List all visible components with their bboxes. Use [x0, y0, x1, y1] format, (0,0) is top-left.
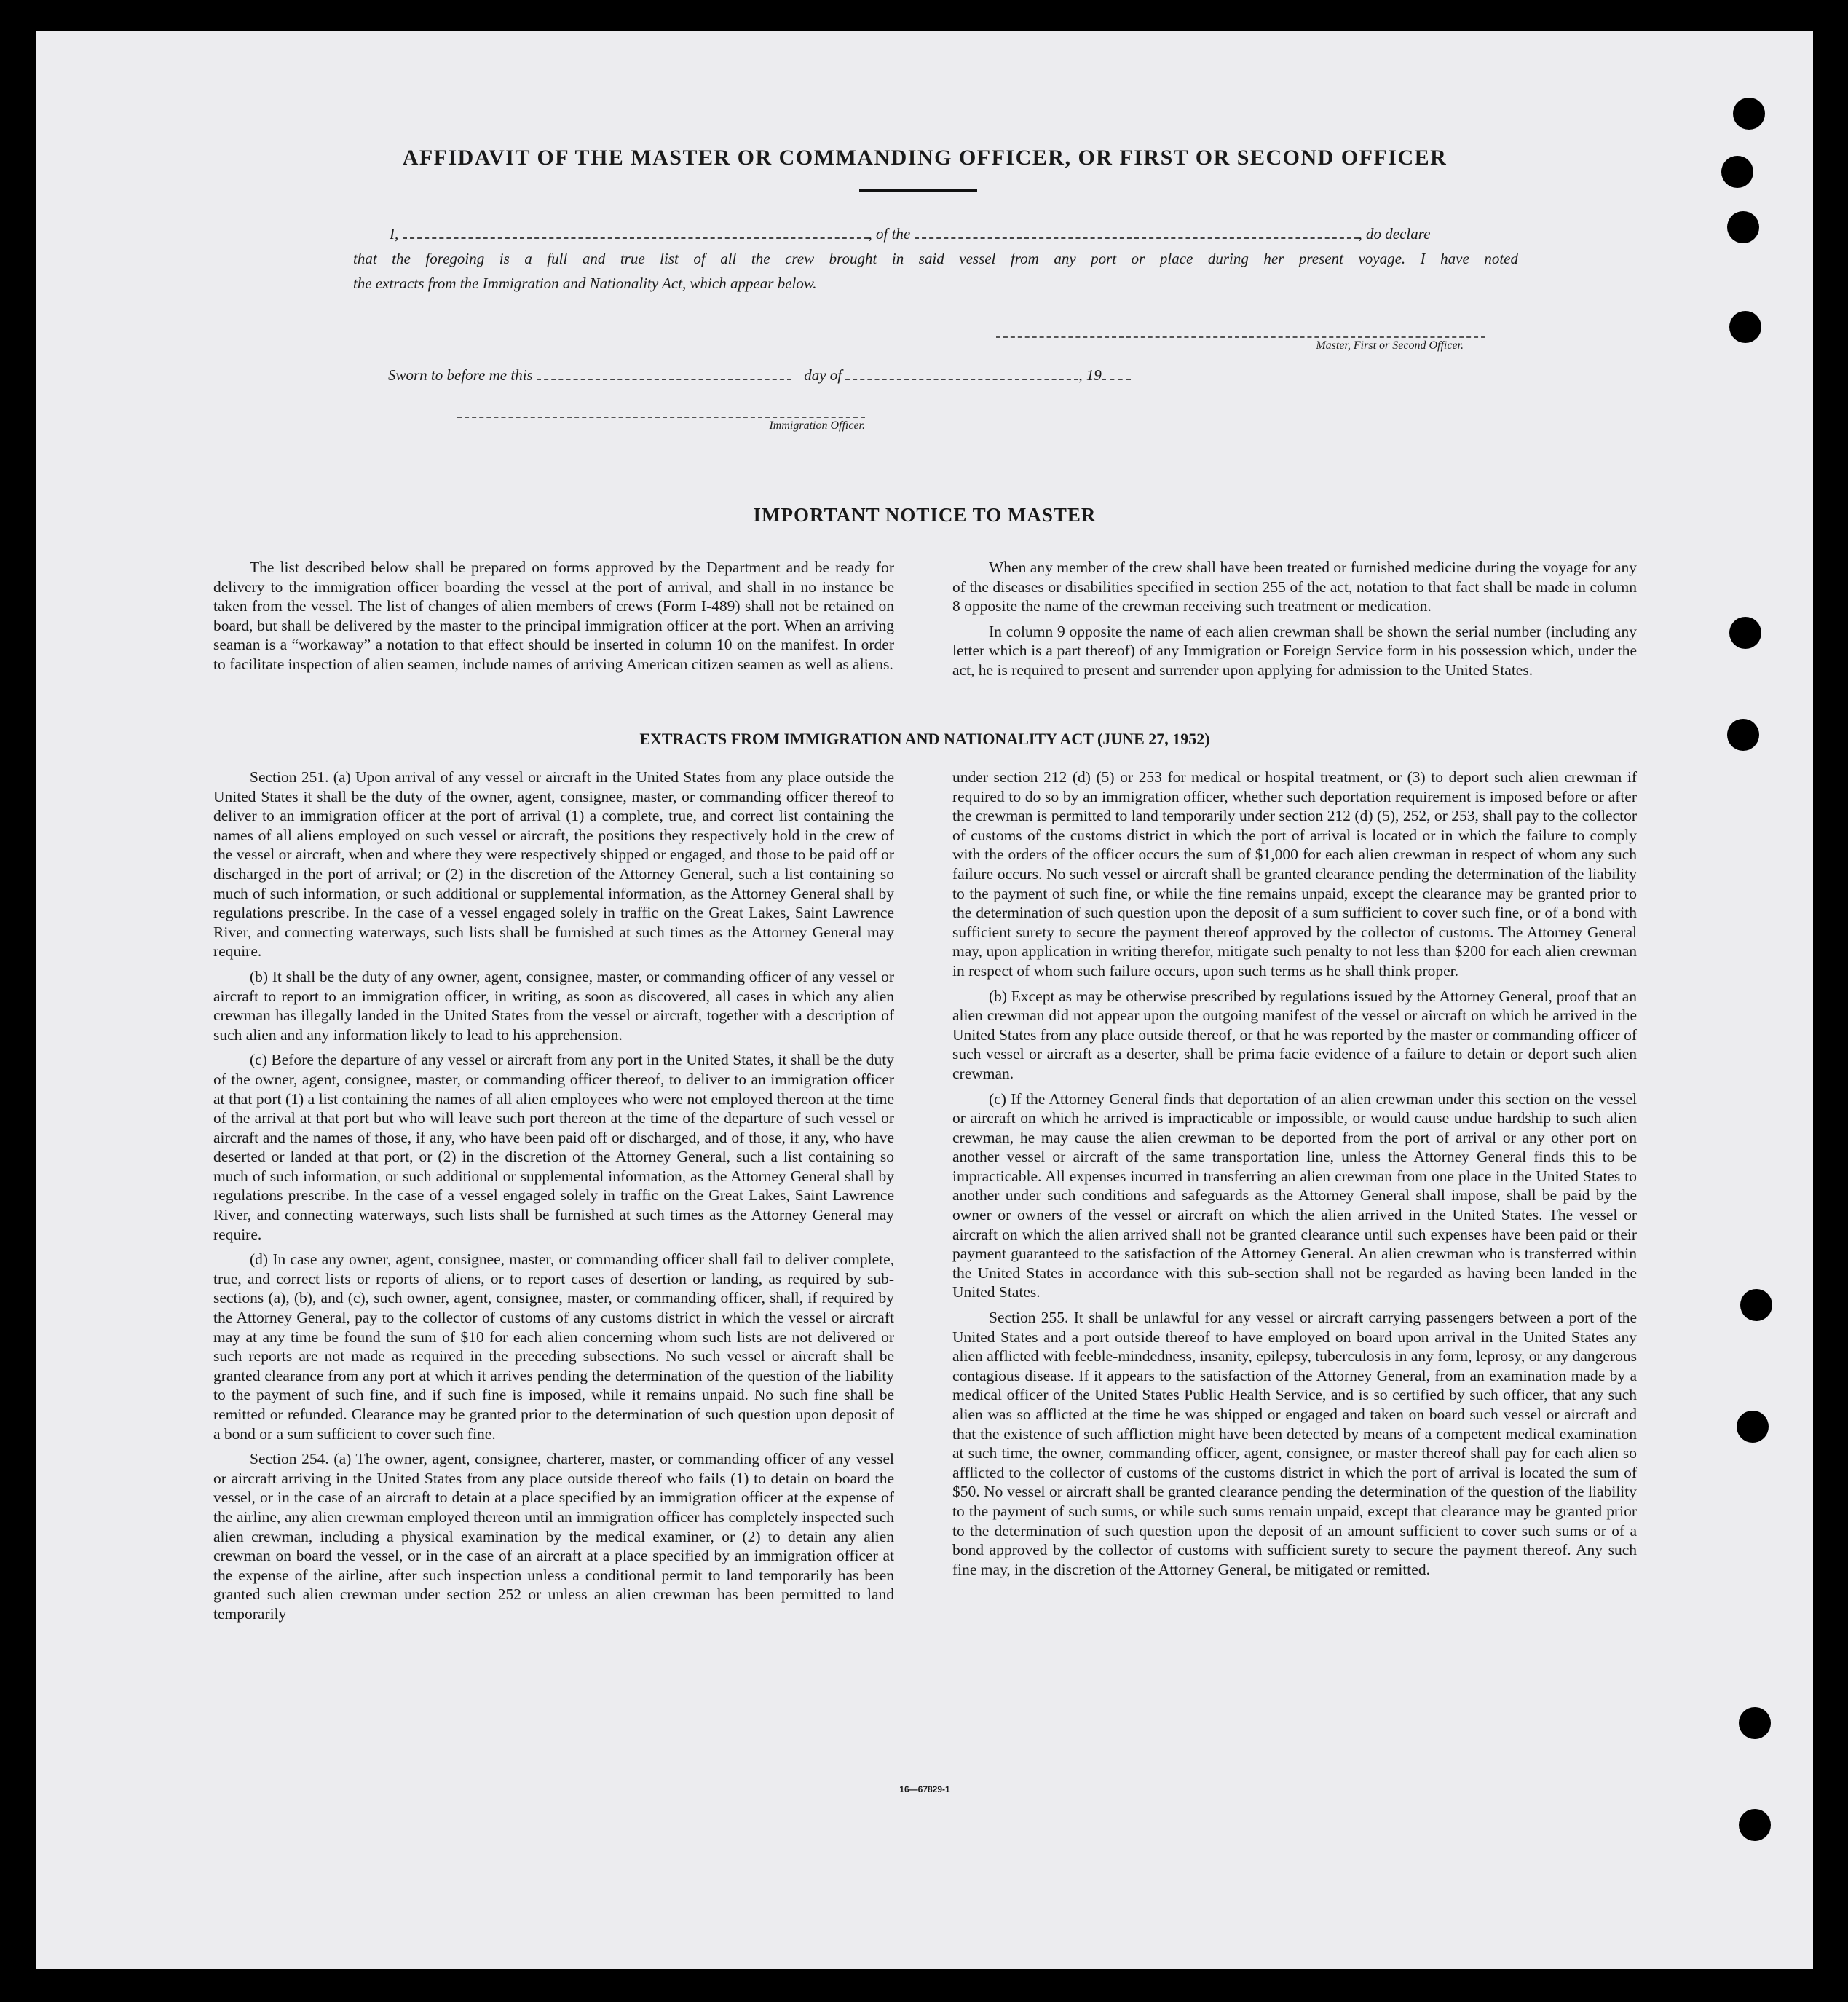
title-rule — [859, 189, 977, 192]
sworn-label: Sworn to before me this — [388, 366, 533, 384]
punch-hole — [1727, 719, 1759, 751]
notice-right-column — [952, 558, 1637, 686]
vessel-name-field[interactable] — [915, 237, 1359, 239]
section-254-b: (b) Except as may be otherwise prescribed by regulations issued by the Attorney General, proof that an alien crewman did not appear upon the outgoing manifest of the vessel or aircraft on which he arrived in the United States from any place outside thereof, or that he was reported by the master or commanding officer of such vessel or aircraft as a deserter, shall be prima facie evidence of a failure to detain or deport such alien crewman. — [952, 987, 1637, 1082]
punch-hole — [1739, 1707, 1771, 1739]
master-signature-label: Master, First or Second Officer. — [1316, 339, 1464, 352]
do-declare-label: , do declare — [1358, 225, 1431, 243]
punch-hole — [1733, 98, 1765, 130]
punch-hole — [1740, 1289, 1772, 1321]
year-label: , 19 — [1078, 366, 1102, 384]
section-251-d: (d) In case any owner, agent, consignee, master, or commanding officer shall fail to deliver complete, true, and correct lists or reports of aliens, or to report cases of desertion or landing, as required by sub-sections (a), (b), and (c), such owner, agent, consignee, master, or commanding officer, shall, if required by the Attorney General, pay to the collector of customs of any customs district in which the vessel or aircraft may at any time be found the sum of $10 for each alien concerning whom such lists are not delivered or such reports are not made as required in the preceding subsections. No such vessel or aircraft shall be granted clearance from any port at which it arrives pending the determination of the question of the liability to the payment of such fine, and if such fine is imposed, while it remains unpaid. No such fine shall be remitted or refunded. Clearance may be granted prior to the determination of such question upon deposit of a bond or a sum sufficient to cover such fine. — [213, 1250, 894, 1443]
extracts-title: EXTRACTS FROM IMMIGRATION AND NATIONALITY ACT (JUNE 27, 1952) — [639, 730, 1210, 748]
extracts-left-column — [213, 768, 894, 1630]
section-251-c: (c) Before the departure of any vessel or aircraft from any port in the United States, it shall be the duty of the owner, agent, consignee, master, or commanding officer thereof, to deliver to an immigration officer at that port (1) a list containing the names of all alien employees who were not employed thereon at the time of the arrival at that port but who will leave such port thereon at the time of the departure of such vessel or aircraft and the names of those, if any, who have been paid off or discharged, and of those, if any, who have deserted or landed at that port, or (2) in the discretion of the Attorney General, such a list containing so much of such information, or such additional or supplemental information, as the Attorney General shall by regulations prescribe. In the case of a vessel engaged solely in traffic on the Great Lakes, Saint Lawrence River, and connecting waterways, such lists shall be furnished at such times as the Attorney General may require. — [213, 1051, 894, 1243]
declaration-line-1 — [390, 221, 1518, 246]
immigration-officer-label: Immigration Officer. — [769, 419, 865, 432]
affidavit-title: AFFIDAVIT OF THE MASTER OR COMMANDING OFFICER, OR FIRST OR SECOND OFFICER — [402, 146, 1448, 170]
punch-hole — [1739, 1809, 1771, 1841]
declarant-name-field[interactable] — [403, 237, 869, 239]
form-number: 16—67829-1 — [899, 1784, 950, 1794]
notice-right-paragraph-1: When any member of the crew shall have been treated or furnished medicine during the voyage for any of the diseases or disabilities specified in section 255 of the act, notation to that fact shall be made in column 8 opposite the name of the crewman receiving such treatment or medication. — [952, 559, 1637, 615]
punch-hole — [1727, 211, 1759, 243]
section-255: Section 255. It shall be unlawful for any vessel or aircraft carrying passengers between a port of the United States and a port outside thereof to have employed on board upon arrival in the United States any alien afflicted with feeble-mindedness, insanity, epilepsy, tuberculosis in any form, leprosy, or any dangerous contagious disease. If it appears to the satisfaction of the Attorney General, from an examination made by a medical officer of the United States Public Health Service, and is so certified by such officer, that any such alien was so afflicted at the time he was shipped or engaged and taken on board such vessel or aircraft and that the existence of such affliction might have been detected by means of a competent medical examination at such time, the owner, commanding officer, agent, consignee, or master thereof shall pay for each alien so afflicted to the collector of customs of the customs district in which the port of arrival is located the sum of $50. No vessel or aircraft shall be granted clearance pending the determination of the question of the liability to the payment of such sums, or while such sums remain unpaid, except that clearance may be granted prior to the determination of such question upon the deposit of an amount sufficient to cover such sums or of a bond approved by the collector of customs with sufficient surety to secure the payment thereof. Any such fine may, in the discretion of the Attorney General, be mitigated or remitted. — [952, 1309, 1637, 1578]
extracts-right-column — [952, 768, 1637, 1585]
sworn-year-field[interactable] — [1102, 379, 1131, 380]
punch-hole — [1729, 311, 1761, 343]
punch-hole — [1737, 1411, 1769, 1443]
declaration-line-2: that the foregoing is a full and true list of all the crew brought in said vessel from any port or place during her present voyage. I have noted — [353, 250, 1518, 267]
immigration-officer-signature-field[interactable] — [457, 417, 865, 418]
master-signature-field[interactable] — [996, 336, 1485, 338]
notice-title: IMPORTANT NOTICE TO MASTER — [753, 504, 1097, 526]
of-the-label: , of the — [868, 225, 911, 243]
section-254-a: Section 254. (a) The owner, agent, consignee, charterer, master, or commanding officer of any vessel or aircraft arriving in the United States from any place outside thereof who fails (1) to detain on board the vessel, or in the case of an aircraft to detain at a place specified by an immigration officer at the expense of the airline, any alien crewman employed thereon until an immigration officer has completely inspected such alien crewman, including a physical examination by the medical examiner, or (2) to detain any alien crewman on board the vessel, or in the case of an aircraft at a place specified by an immigration officer at the expense of the airline, after such inspection unless a conditional permit to land temporarily has been granted such alien crewman under section 252 or unless an alien crewman has been permitted to land temporarily — [213, 1450, 894, 1623]
sworn-line — [388, 363, 1131, 387]
document-page — [36, 31, 1813, 1969]
sworn-day-field[interactable] — [537, 379, 791, 380]
punch-hole — [1729, 617, 1761, 649]
section-251-b: (b) It shall be the duty of any owner, agent, consignee, master, or commanding officer of any vessel or aircraft to report to an immigration officer, in writing, as soon as discovered, all cases in which any alien crewman has illegally landed in the United States from the vessel or aircraft, together with a description of such alien and any information likely to lead to his apprehension. — [213, 967, 894, 1044]
declaration-line-3: the extracts from the Immigration and Nationality Act, which appear below. — [353, 275, 817, 292]
section-251-a: Section 251. (a) Upon arrival of any vessel or aircraft in the United States from any place outside the United States it shall be the duty of the owner, agent, consignee, master, or commanding officer thereof to deliver to an immigration officer at the port of arrival (1) a complete, true, and correct list containing the names of all aliens employed on such vessel or aircraft, the positions they respectively hold in the crew of the vessel or aircraft, when and where they were respectively shipped or engaged, and those to be paid off or discharged in the port of arrival; or (2) in the discretion of the Attorney General, such a list containing so much of such information, or such additional or supplemental information, as the Attorney General shall by regulations prescribe. In the case of a vessel engaged solely in traffic on the Great Lakes, Saint Lawrence River, and connecting waterways, such lists shall be furnished at such times as the Attorney General may require. — [213, 768, 894, 961]
section-254-c: (c) If the Attorney General finds that deportation of an alien crewman under this section on the vessel or aircraft on which he arrived is impracticable or impossible, or would cause undue hardship to such alien crewman, he may cause the alien crewman to be deported from the port of arrival or any other port on another vessel or aircraft of the same transportation line, unless the Attorney General finds this to be impracticable. All expenses incurred in transferring an alien crewman from one place in the United States to another under such conditions and safeguards as the Attorney General shall impose, shall be paid by the owner or owners of the vessel or aircraft on which the alien arrived in the United States. The vessel or aircraft on which the alien arrived shall not be granted clearance until such expenses have been paid or their payment guaranteed to the satisfaction of the Attorney General. An alien crewman who is transferred within the United States in accordance with this sub-section shall not be regarded as having been landed in the United States. — [952, 1089, 1637, 1301]
notice-left-paragraph: The list described below shall be prepared on forms approved by the Department and be ready for delivery to the immigration officer boarding the vessel at the port of arrival, and shall in no instance be taken from the vessel. The list of changes of alien members of crews (Form I-489) shall not be retained on board, but shall be delivered by the master to the principal immigration officer at the port. When an arriving seaman is a “workaway” a notation to that effect should be inserted in column 10 on the manifest. In order to facilitate inspection of alien seamen, include names of arriving American citizen seamen as well as aliens. — [213, 559, 894, 673]
sworn-month-field[interactable] — [845, 379, 1078, 380]
punch-hole — [1721, 156, 1753, 188]
section-254-a-continued: under section 212 (d) (5) or 253 for medical or hospital treatment, or (3) to deport such alien crewman if required to do so by an immigration officer, whether such deportation requirement is imposed before or after the crewman is permitted to land temporarily under section 212 (d) (5), 252, or 253, shall pay to the collector of customs of the customs district in which the port of arrival is located or in which the failure to comply with the orders of the officer occurs the sum of $1,000 for each alien crewman in respect of whom any such failure occurs. No such vessel or aircraft shall be granted clearance pending the determination of the liability to the payment of such fine, or while the fine remains unpaid, except the clearance may be granted prior to the determination of such question upon the deposit of a sum sufficient to cover such fine, or of a bond with sufficient surety to secure the payment thereof approved by the collector of customs. The Attorney General may, upon application in writing therefor, mitigate such penalty to not less than $200 for each alien crewman in respect of whom such failure occurs, upon such terms as he shall think proper. — [952, 768, 1637, 980]
declare-i-label: I, — [390, 225, 399, 243]
notice-left-column — [213, 558, 894, 680]
day-of-label: day of — [804, 366, 842, 384]
notice-right-paragraph-2: In column 9 opposite the name of each alien crewman shall be shown the serial number (including any letter which is a part thereof) of any Immigration or Foreign Service form in his possession which, under the act, he is required to present and surrender upon applying for admission to the United States. — [952, 622, 1637, 679]
